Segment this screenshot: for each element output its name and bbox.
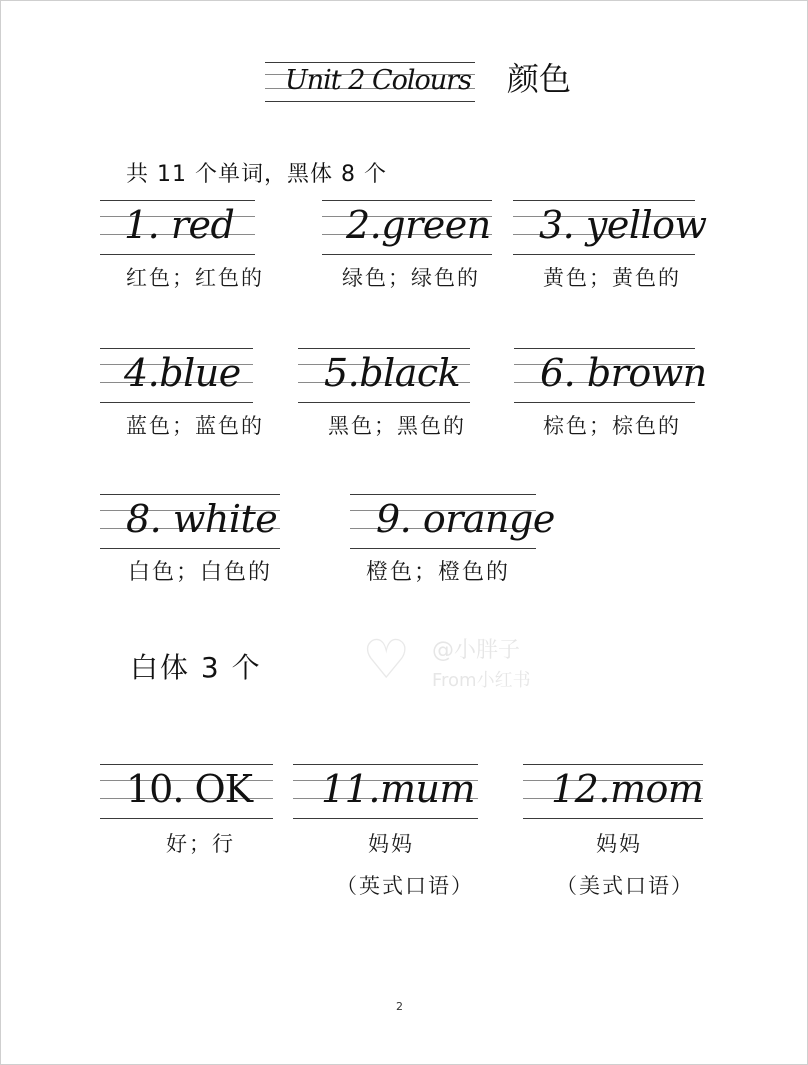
word-grid-mom (523, 764, 703, 820)
meaning-blue: 蓝色；蓝色的 (126, 414, 264, 438)
meaning-mum: 妈妈 (368, 832, 414, 856)
title-writing-grid (265, 62, 475, 102)
word-ok: 10. OK (126, 767, 253, 811)
watermark-line1: @小胖子 (432, 638, 521, 663)
word-blue: 4.blue (124, 351, 241, 395)
meaning-mom: 妈妈 (596, 832, 642, 856)
page-number: 2 (396, 1000, 403, 1013)
word-grid-green (322, 200, 492, 256)
word-grid-mum (293, 764, 478, 820)
word-orange: 9. orange (376, 497, 555, 541)
word-green: 2.green (346, 203, 491, 247)
meaning-brown: 棕色；棕色的 (543, 414, 681, 438)
watermark-line2: From小红书 (432, 670, 531, 691)
plain-words-heading: 白体 3 个 (130, 651, 262, 684)
word-mom: 12.mom (551, 767, 704, 811)
word-grid-ok (100, 764, 273, 820)
word-grid-orange (350, 494, 555, 550)
word-grid-blue (100, 348, 253, 404)
note-mum: （英式口语） (336, 874, 474, 898)
word-black: 5.black (324, 351, 461, 395)
meaning-yellow: 黄色；黄色的 (543, 266, 681, 290)
meaning-white: 白色；白色的 (128, 560, 273, 585)
word-white: 8. white (126, 497, 278, 541)
word-red: 1. red (124, 203, 235, 247)
watermark (362, 630, 592, 700)
word-brown: 6. brown (540, 351, 707, 395)
word-grid-white (100, 494, 280, 550)
word-grid-brown (514, 348, 707, 404)
meaning-green: 绿色；绿色的 (342, 266, 480, 290)
word-mum: 11.mum (321, 767, 475, 811)
heart-icon: ♡ (362, 628, 411, 691)
word-grid-black (298, 348, 470, 404)
bold-words-heading: 共 11 个单词，黑体 8 个 (126, 162, 387, 187)
word-grid-red (100, 200, 255, 256)
title-chinese: 颜色 (507, 60, 572, 98)
meaning-black: 黑色；黑色的 (328, 414, 466, 438)
meaning-orange: 橙色；橙色的 (366, 560, 511, 585)
word-grid-yellow (513, 200, 707, 256)
title-english: Unit 2 Colours (285, 65, 471, 96)
note-mom: （美式口语） (556, 874, 694, 898)
meaning-red: 红色；红色的 (126, 266, 264, 290)
word-yellow: 3. yellow (539, 203, 707, 247)
meaning-ok: 好；行 (166, 832, 235, 856)
